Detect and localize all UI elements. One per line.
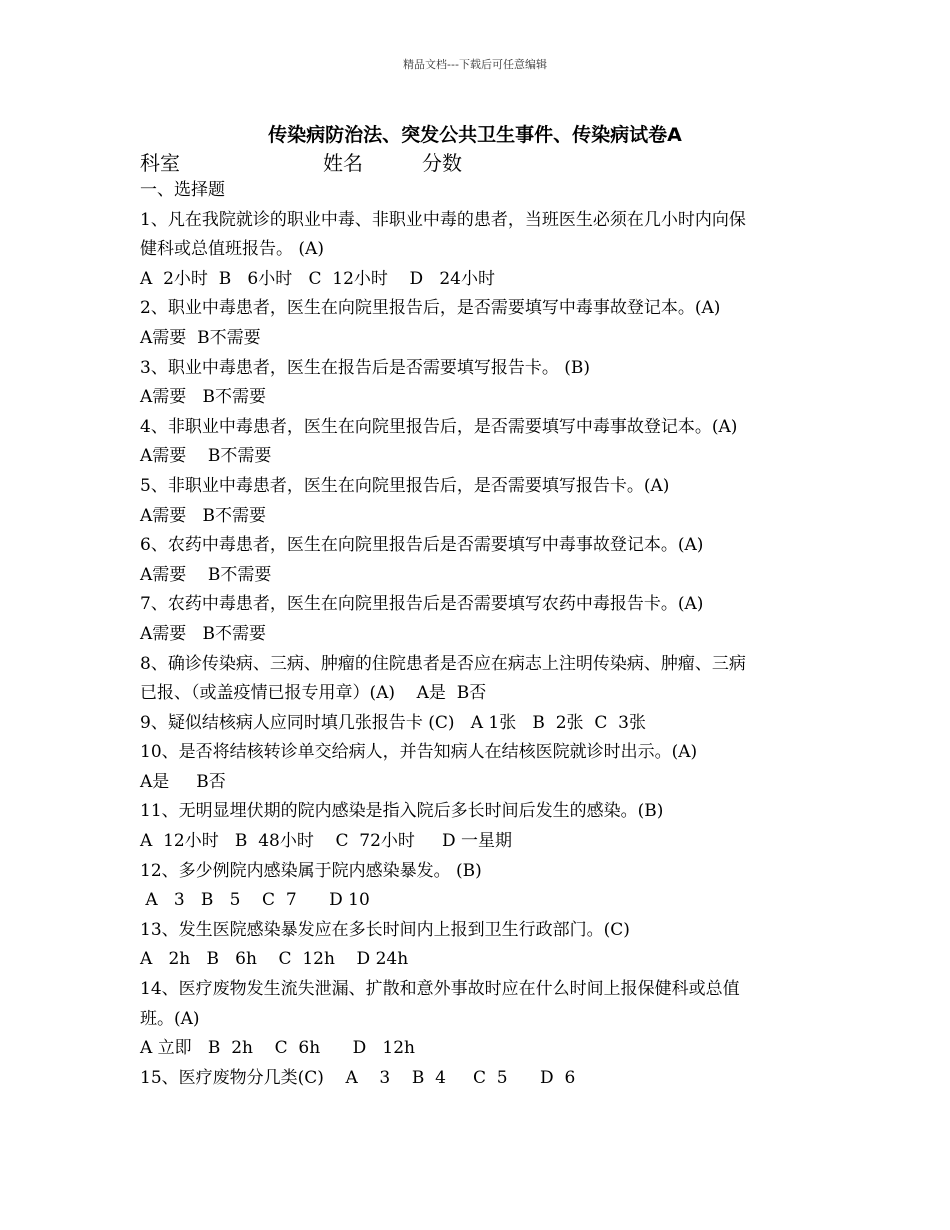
question-text: 已报、（或盖疫情已报专用章）(A) A是 B否: [140, 683, 487, 704]
question-text: 15、医疗废物分几类(C) A 3 B 4 C 5 D 6: [140, 1067, 576, 1088]
info-fields-row: [140, 147, 840, 175]
question-text: 13、发生医院感染暴发应在多长时间内上报到卫生行政部门。(C): [140, 919, 630, 940]
question-text: 8、确诊传染病、三病、肿瘤的住院患者是否应在病志上注明传染病、肿瘤、三病: [140, 653, 746, 674]
question-text: 14、医疗废物发生流失泄漏、扩散和意外事故时应在什么时间上报保健科或总值: [140, 979, 740, 1000]
question-text: 5、非职业中毒患者，医生在向院里报告后，是否需要填写报告卡。(A): [140, 475, 670, 496]
question-text: 4、非职业中毒患者，医生在向院里报告后，是否需要填写中毒事故登记本。(A): [140, 416, 738, 437]
field-name-label: 姓名: [323, 151, 363, 175]
answer-options: A 12小时 B 48小时 C 72小时 D 一星期: [140, 831, 512, 852]
question-text: 10、是否将结核转诊单交给病人，并告知病人在结核医院就诊时出示。(A): [140, 742, 698, 763]
answer-options: A需要 B不需要: [140, 505, 266, 526]
answer-options: A需要 B不需要: [140, 387, 266, 408]
answer-options: A需要 B不需要: [140, 623, 266, 644]
question-text: 班。(A): [140, 1008, 200, 1029]
field-score-label: 分数: [422, 151, 462, 175]
answer-options: A需要 B不需要: [140, 327, 261, 348]
answer-options: A需要 B不需要: [140, 564, 272, 585]
question-text: 11、无明显埋伏期的院内感染是指入院后多长时间后发生的感染。(B): [140, 801, 664, 822]
document-title: 传染病防治法、突发公共卫生事件、传染病试卷A: [268, 124, 682, 146]
question-text: 3、职业中毒患者，医生在报告后是否需要填写报告卡。 (B): [140, 357, 590, 378]
question-list: [140, 176, 820, 1093]
page-header: 精品文档---下载后可任意编辑: [403, 58, 547, 71]
question-text: 1、凡在我院就诊的职业中毒、非职业中毒的患者，当班医生必须在几小时内向保: [140, 209, 746, 230]
question-text: 2、职业中毒患者，医生在向院里报告后，是否需要填写中毒事故登记本。(A): [140, 298, 721, 319]
answer-options: A 2小时 B 6小时 C 12小时 D 24小时: [140, 268, 495, 289]
answer-options: A 立即 B 2h C 6h D 12h: [140, 1038, 415, 1059]
question-text: 7、农药中毒患者，医生在向院里报告后是否需要填写农药中毒报告卡。(A): [140, 594, 704, 615]
answer-options: A需要 B不需要: [140, 446, 272, 467]
section-heading: 一、选择题: [140, 180, 225, 200]
answer-options: A 3 B 5 C 7 D 10: [140, 890, 370, 911]
question-text: 9、疑似结核病人应同时填几张报告卡 (C) A 1张 B 2张 C 3张: [140, 712, 646, 733]
question-text: 健科或总值班报告。 (A): [140, 239, 324, 260]
field-dept-label: 科室: [140, 151, 180, 175]
answer-options: A 2h B 6h C 12h D 24h: [140, 949, 409, 970]
answer-options: A是 B否: [140, 771, 226, 792]
question-text: 6、农药中毒患者，医生在向院里报告后是否需要填写中毒事故登记本。(A): [140, 535, 704, 556]
question-text: 12、多少例院内感染属于院内感染暴发。 (B): [140, 860, 482, 881]
